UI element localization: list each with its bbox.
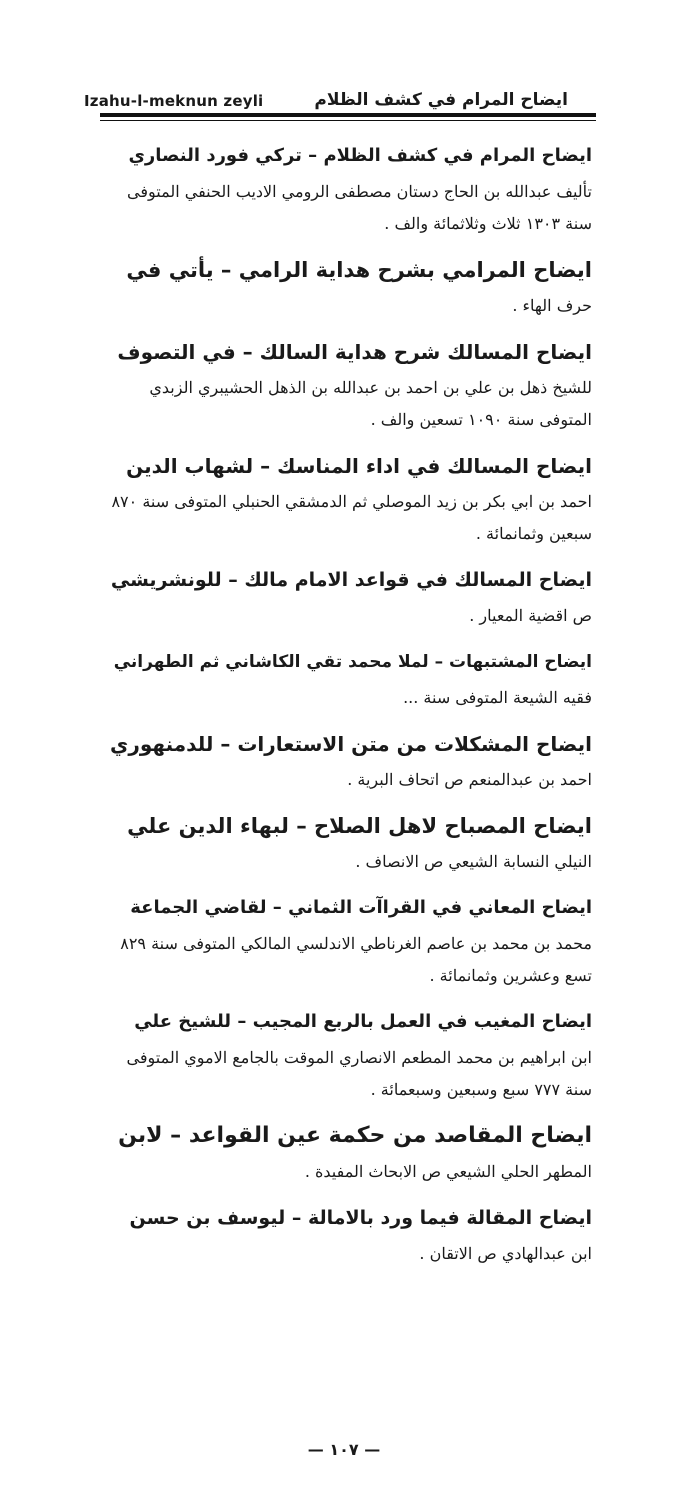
entry-body: محمد بن محمد بن عاصم الغرناطي الاندلسي المالكي المتوفى سنة ٨٢٩ تسع وعشرين وثمانمائة . bbox=[120, 934, 592, 985]
entry-title: ايضاح المقالة فيما ورد بالامالة – ليوسف بن حسن bbox=[129, 1207, 592, 1229]
entry-title: ايضاح المسالك في قواعد الامام مالك – للونشريشي bbox=[110, 569, 592, 591]
entry bbox=[110, 1198, 592, 1270]
entry bbox=[110, 446, 592, 550]
entry-body: تأليف عبدالله بن الحاج دستان مصطفى الرومي الاديب الحنفي المتوفى سنة ١٣٠٣ ثلاث وثلاثمائة والف . bbox=[127, 182, 592, 233]
entry-title: ايضاح المصباح لاهل الصلاح – لبهاء الدين علي bbox=[127, 814, 592, 838]
entry bbox=[110, 1116, 592, 1188]
entry-title: ايضاح المسالك شرح هداية السالك – في التصوف bbox=[117, 340, 592, 364]
entry bbox=[110, 724, 592, 796]
entry-body: ابن عبدالهادي ص الاتقان . bbox=[419, 1244, 592, 1263]
entry-body: ابن ابراهيم بن محمد المطعم الانصاري الموقت بالجامع الاموي المتوفى سنة ٧٧٧ سبع وسبعين وسبعمائة . bbox=[126, 1048, 592, 1099]
entry-title: ايضاح المشكلات من متن الاستعارات – للدمنهوري bbox=[110, 732, 592, 756]
header-left-text: Izahu-l-meknun zeyli bbox=[84, 92, 264, 110]
entry-title: ايضاح المغيب في العمل بالربع المجيب – للشيخ علي bbox=[134, 1011, 592, 1032]
header-rule-thick bbox=[100, 113, 596, 117]
entry-body: للشيخ ذهل بن علي بن احمد بن عبدالله بن الذهل الحشيبري الزبدي المتوفى سنة ١٠٩٠ تسعين والف . bbox=[149, 378, 592, 429]
entries-list bbox=[110, 136, 592, 1416]
entry bbox=[110, 332, 592, 436]
entry-body: ص اقضية المعيار . bbox=[469, 606, 592, 625]
entry-title: ايضاح المقاصد من حكمة عين القواعد – لابن bbox=[118, 1123, 592, 1148]
entry-title: ايضاح المسالك في اداء المناسك – لشهاب الدين bbox=[126, 454, 592, 478]
entry-title: ايضاح المرام في كشف الظلام – تركي فورد النصاري bbox=[128, 145, 592, 166]
entry-body: احمد بن عبدالمنعم ص اتحاف البرية . bbox=[347, 770, 592, 789]
entry bbox=[110, 888, 592, 992]
entry-body: احمد بن ابي بكر بن زيد الموصلي ثم الدمشقي الحنبلي المتوفى سنة ٨٧٠ سبعين وثمانمائة . bbox=[111, 492, 592, 543]
entry-title: ايضاح المعاني في القراآت الثماني – لقاضي الجماعة bbox=[130, 897, 592, 918]
entry bbox=[110, 136, 592, 240]
entry-title: ايضاح المرامي بشرح هداية الرامي – يأتي في bbox=[126, 258, 592, 282]
entry-body: فقيه الشيعة المتوفى سنة ... bbox=[403, 688, 592, 707]
header-right-text: ايضاح المرام في كشف الظلام bbox=[314, 90, 568, 110]
entry-body: المطهر الحلي الشيعي ص الابحاث المفيدة . bbox=[304, 1162, 592, 1181]
entry bbox=[110, 250, 592, 322]
entry bbox=[110, 1002, 592, 1106]
page-number: — ١٠٧ — bbox=[307, 1440, 381, 1459]
entry-title: ايضاح المشتبهات – لملا محمد تقي الكاشاني ثم الطهراني bbox=[113, 652, 592, 672]
header-rule-thin bbox=[100, 120, 596, 121]
entry bbox=[110, 806, 592, 878]
entry-body: حرف الهاء . bbox=[512, 296, 592, 315]
entry-body: النيلي النسابة الشيعي ص الانصاف . bbox=[355, 852, 592, 871]
entry bbox=[110, 642, 592, 714]
entry bbox=[110, 560, 592, 632]
running-header bbox=[84, 80, 568, 110]
